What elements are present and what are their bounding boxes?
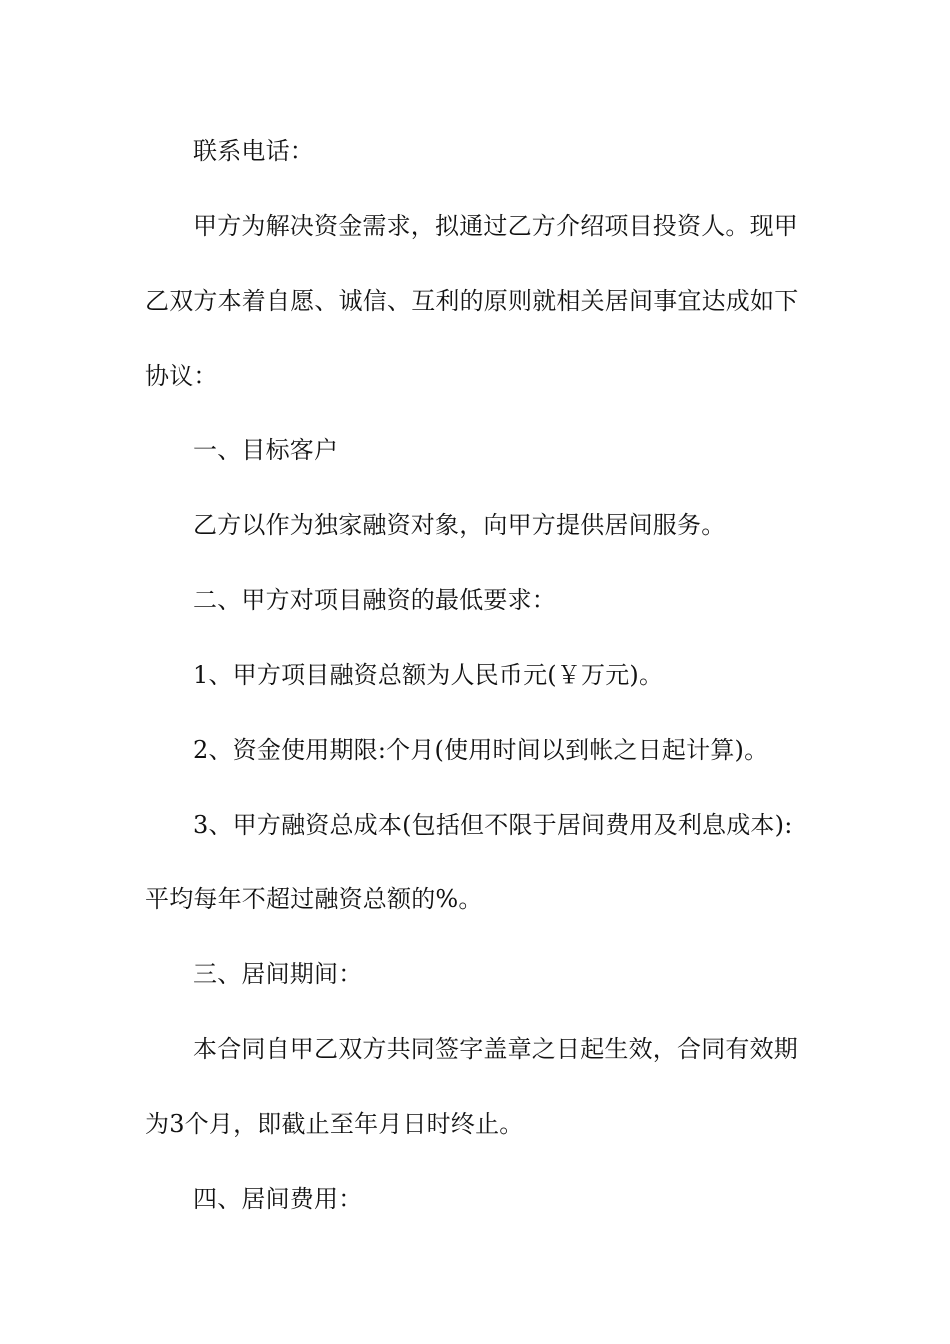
contact-phone-line: 联系电话： (193, 137, 314, 165)
requirement-item-3-line-2: 平均每年不超过融资总额的%。 (145, 885, 483, 913)
brokerage-period-line-2: 为3个月，即截止至年月日时终止。 (145, 1110, 524, 1138)
requirement-item-2: 2、资金使用期限:个月(使用时间以到帐之日起计算)。 (193, 736, 769, 764)
intro-paragraph-line-2: 乙双方本着自愿、诚信、互利的原则就相关居间事宜达成如下 (145, 287, 799, 315)
section-heading-target-client: 一、目标客户 (193, 436, 339, 464)
target-client-paragraph: 乙方以作为独家融资对象，向甲方提供居间服务。 (193, 511, 726, 539)
brokerage-period-line-1: 本合同自甲乙双方共同签字盖章之日起生效，合同有效期 (193, 1035, 798, 1063)
intro-paragraph-line-3: 协议： (145, 362, 218, 390)
requirement-item-1: 1、甲方项目融资总额为人民币元(￥万元)。 (193, 661, 664, 689)
section-heading-brokerage-period: 三、居间期间： (193, 960, 363, 988)
intro-paragraph-line-1: 甲方为解决资金需求，拟通过乙方介绍项目投资人。现甲 (193, 212, 798, 240)
requirement-item-3-line-1: 3、甲方融资总成本(包括但不限于居间费用及利息成本): (193, 811, 793, 839)
section-heading-brokerage-fee: 四、居间费用： (193, 1185, 363, 1213)
section-heading-financing-requirements: 二、甲方对项目融资的最低要求： (193, 586, 556, 614)
